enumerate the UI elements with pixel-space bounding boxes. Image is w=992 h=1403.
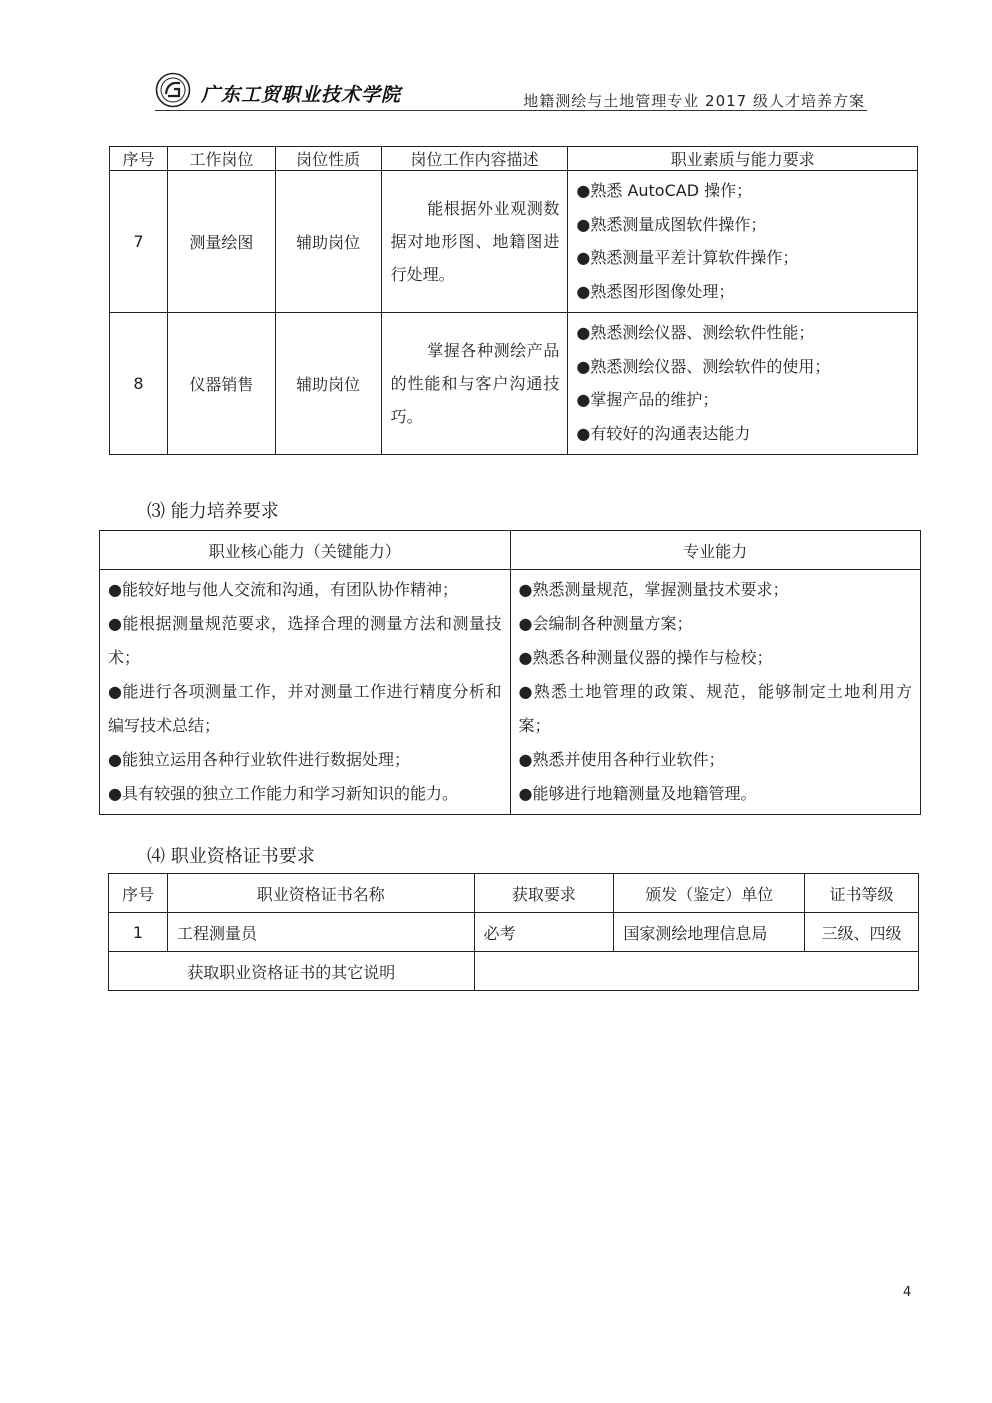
job-nature: 辅助岗位 (275, 171, 381, 313)
job-description: 掌握各种测绘产品的性能和与客户沟通技巧。 (381, 313, 568, 455)
professional-abilities (510, 570, 921, 815)
job-requirements (568, 171, 918, 313)
col-header: 职业核心能力（关键能力） (100, 531, 511, 570)
list-item: ●熟悉并使用各种行业软件； (518, 750, 725, 769)
document-title: 地籍测绘与土地管理专业 2017 级人才培养方案 (523, 92, 865, 110)
other-notes-label: 获取职业资格证书的其它说明 (109, 952, 475, 991)
row-number: 1 (109, 913, 168, 952)
table-row (109, 952, 919, 991)
table-row (110, 313, 918, 455)
list-item: ●具有较强的独立工作能力和学习新知识的能力。 (108, 784, 458, 803)
col-header: 专业能力 (510, 531, 921, 570)
list-item: ●能进行各项测量工作，并对测量工作进行精度分析和编写技术总结； (108, 682, 502, 735)
row-number: 7 (110, 171, 168, 313)
certificate-requirement: 必考 (474, 913, 614, 952)
list-item: ●熟悉测量规范，掌握测量技术要求； (518, 580, 789, 599)
job-position: 仪器销售 (167, 313, 275, 455)
certificate-table-header (109, 874, 919, 913)
table-row (110, 171, 918, 313)
other-notes-value (474, 952, 918, 991)
table-row (109, 913, 919, 952)
certificate-level: 三级、四级 (805, 913, 919, 952)
page-number: 4 (903, 1285, 912, 1300)
requirement-item: ●有较好的沟通表达能力 (576, 423, 751, 443)
col-header: 岗位性质 (275, 147, 381, 171)
jobs-table-header (110, 147, 918, 171)
row-number: 8 (110, 313, 168, 455)
core-abilities (100, 570, 511, 815)
school-logo-icon (155, 72, 191, 108)
jobs-table (109, 146, 918, 455)
requirement-item: ●熟悉图形图像处理； (576, 281, 735, 301)
requirement-item: ●熟悉测量平差计算软件操作； (576, 248, 799, 267)
col-header: 序号 (110, 147, 168, 171)
col-header: 工作岗位 (167, 147, 275, 171)
job-position: 测量绘图 (167, 171, 275, 313)
list-item: ●能根据测量规范要求，选择合理的测量方法和测量技术； (108, 614, 502, 667)
job-description: 能根据外业观测数据对地形图、地籍图进行处理。 (381, 171, 568, 313)
job-requirements (568, 313, 918, 455)
list-item: ●熟悉各种测量仪器的操作与检校； (518, 648, 773, 667)
col-header: 岗位工作内容描述 (381, 147, 568, 171)
col-header: 获取要求 (474, 874, 614, 913)
school-name: 广东工贸职业技术学院 (201, 84, 402, 106)
ability-table-header (100, 531, 921, 570)
list-item: ●熟悉土地管理的政策、规范，能够制定土地利用方案； (518, 682, 912, 735)
col-header: 颁发（鉴定）单位 (614, 874, 805, 913)
certificate-issuer: 国家测绘地理信息局 (614, 913, 805, 952)
page-header (155, 72, 867, 111)
ability-table (99, 530, 921, 815)
requirement-item: ●掌握产品的维护； (576, 390, 719, 409)
col-header: 职业素质与能力要求 (568, 147, 918, 171)
certificate-name: 工程测量员 (167, 913, 474, 952)
job-nature: 辅助岗位 (275, 313, 381, 455)
section4-title: ⑷ 职业资格证书要求 (147, 846, 315, 867)
requirement-item: ●熟悉测绘仪器、测绘软件的使用； (576, 356, 831, 376)
list-item: ●能较好地与他人交流和沟通，有团队协作精神； (108, 580, 458, 599)
certificate-table (108, 873, 919, 991)
col-header: 职业资格证书名称 (167, 874, 474, 913)
section3-title: ⑶ 能力培养要求 (147, 501, 279, 522)
col-header: 序号 (109, 874, 168, 913)
requirement-item: ●熟悉测量成图软件操作； (576, 214, 767, 234)
list-item: ●能独立运用各种行业软件进行数据处理； (108, 750, 410, 769)
list-item: ●会编制各种测量方案； (518, 614, 693, 633)
list-item: ●能够进行地籍测量及地籍管理。 (518, 784, 757, 803)
requirement-item: ●熟悉 AutoCAD 操作； (576, 181, 753, 200)
requirement-item: ●熟悉测绘仪器、测绘软件性能； (576, 323, 815, 342)
col-header: 证书等级 (805, 874, 919, 913)
table-row (100, 570, 921, 815)
